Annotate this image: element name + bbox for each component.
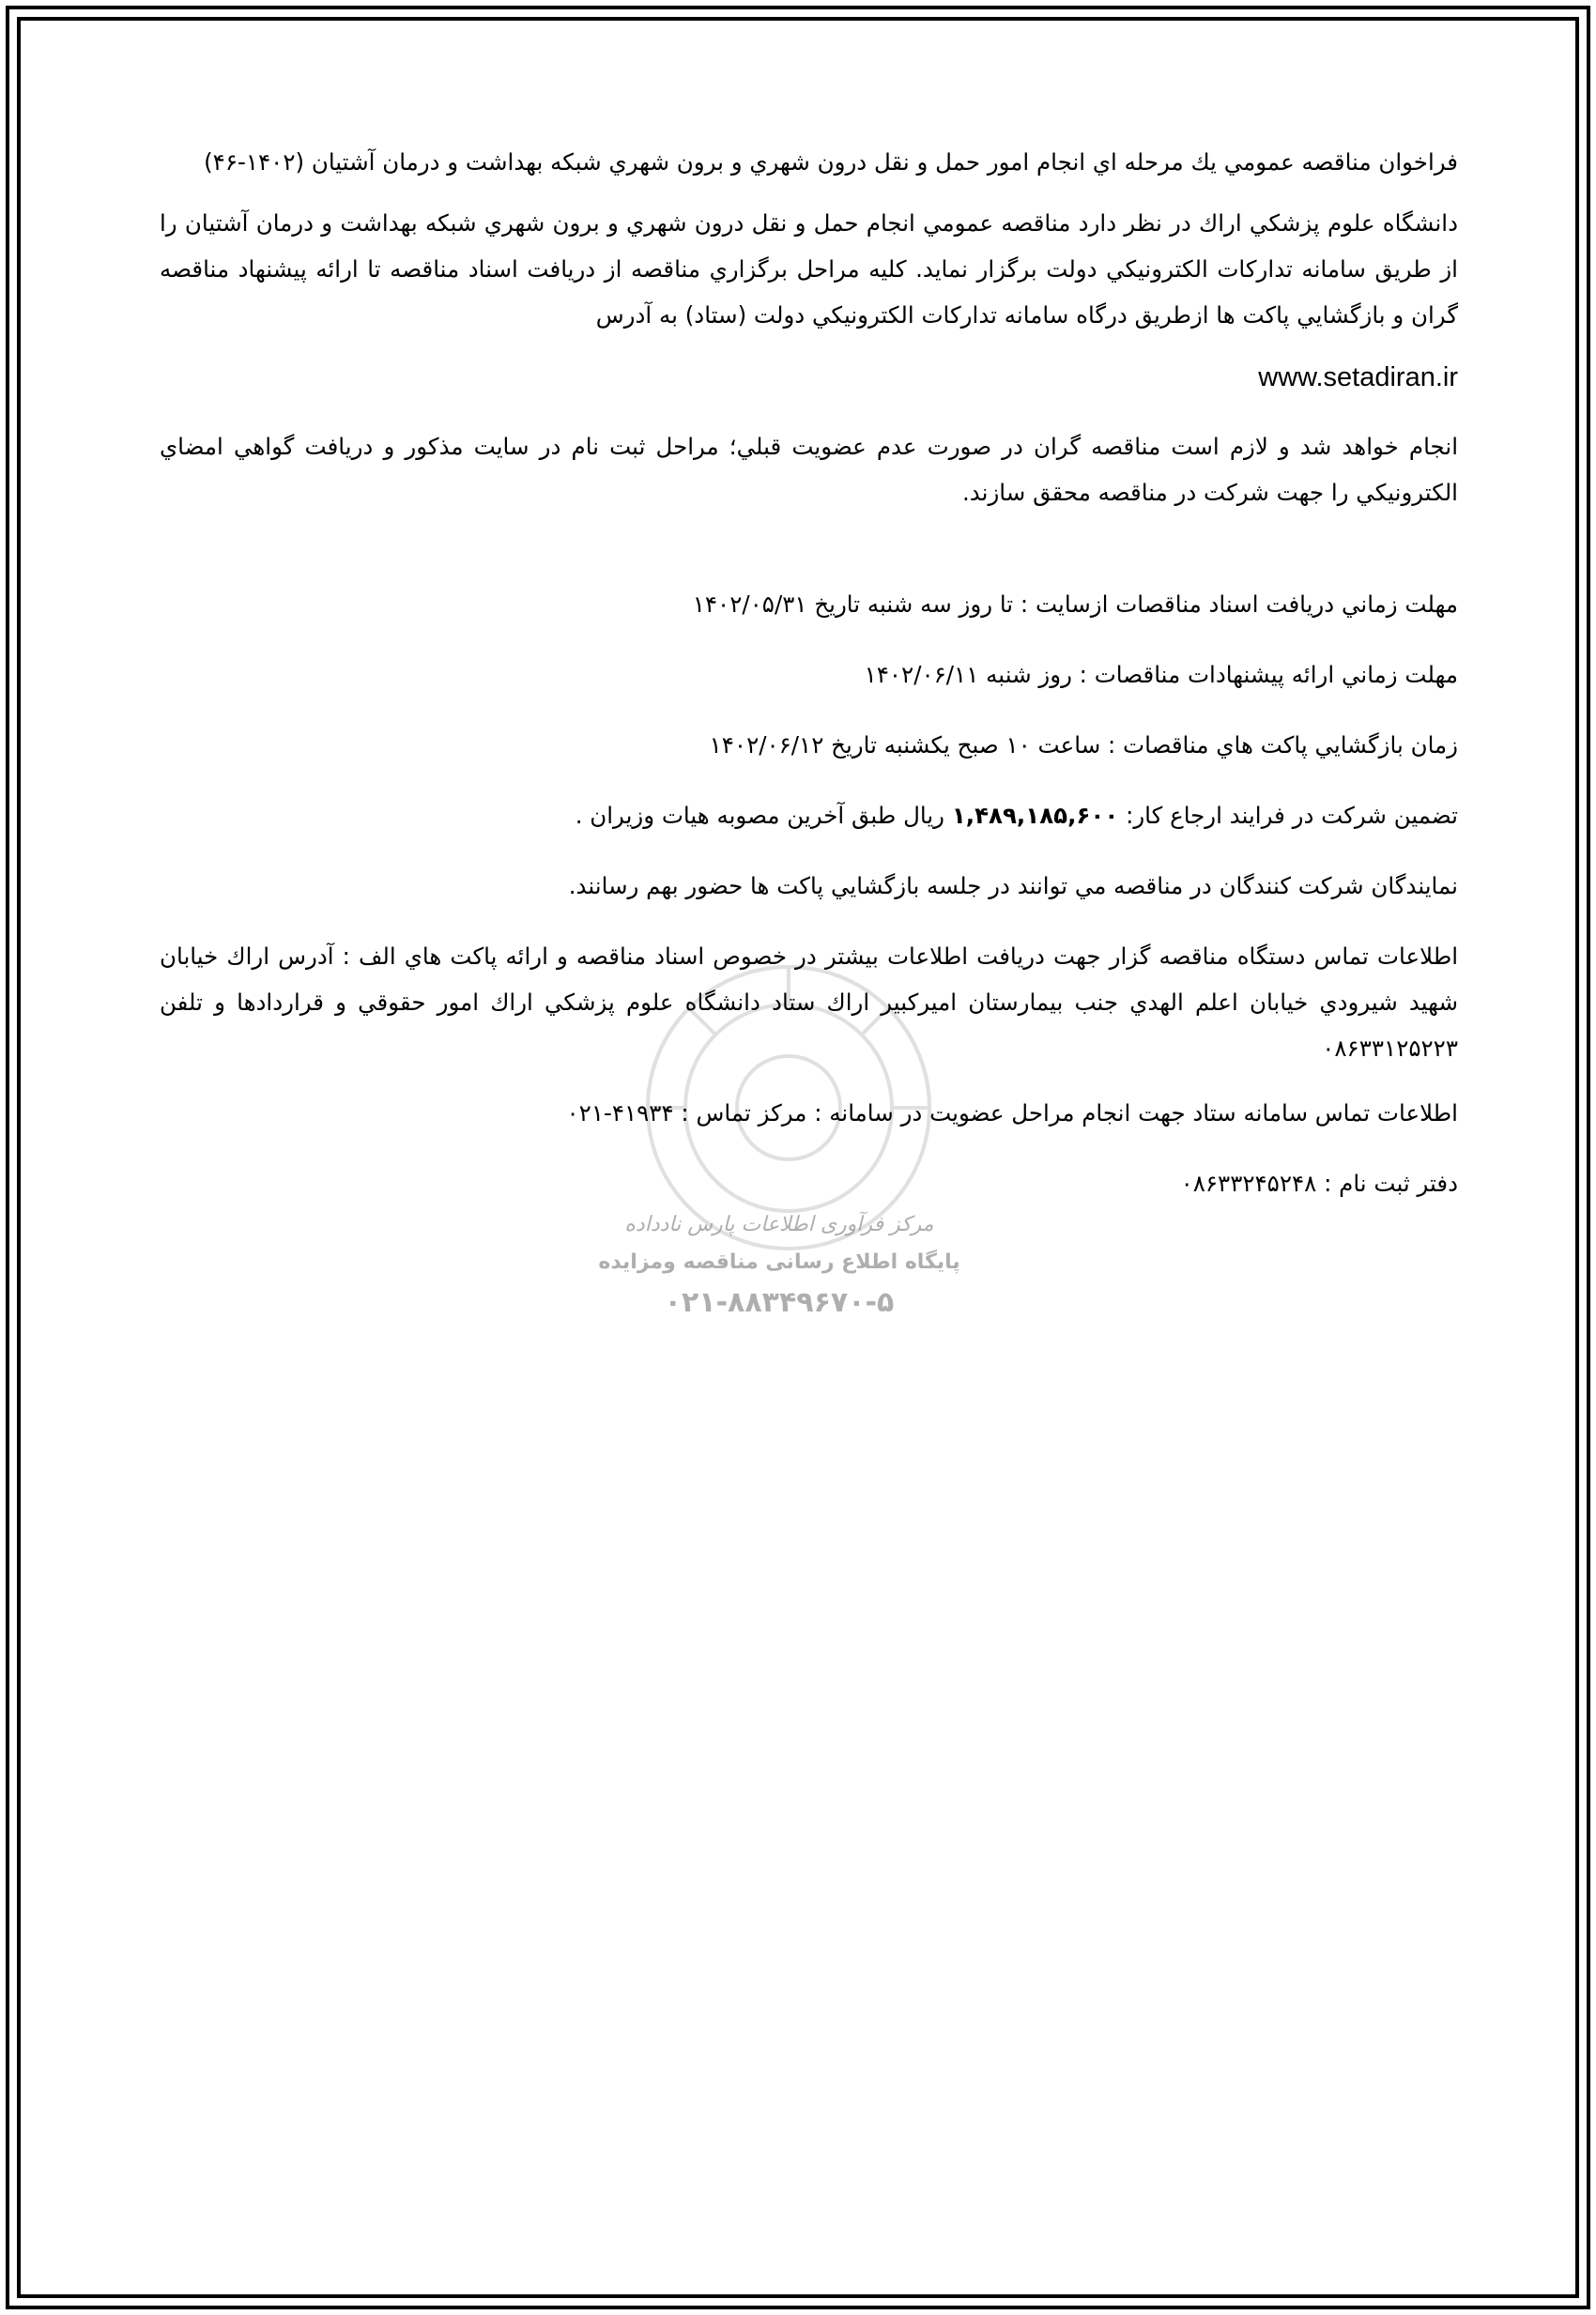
tender-notice bbox=[160, 139, 1458, 1231]
guarantee-line bbox=[160, 792, 1458, 838]
opening-time: زمان بازگشايي پاكت هاي مناقصات : ساعت ۱۰ صبح يكشنبه تاريخ ۱۴۰۲/۰۶/۱۲ bbox=[709, 731, 1458, 759]
registration-office: دفتر ثبت نام : ۰۸۶۳۳۲۴۵۲۴۸ bbox=[1180, 1170, 1458, 1197]
contact-setad: اطلاعات تماس سامانه ستاد جهت انجام مراحل عضويت در سامانه : مركز تماس : ۴۱۹۳۴-۰۲۱ bbox=[566, 1099, 1458, 1127]
watermark-line-1: مرکز فرآوری اطلاعات پارس نادداده bbox=[624, 1213, 934, 1236]
watermark-line-3: ۰۲۱-۸۸۳۴۹۶۷۰-۵ bbox=[664, 1286, 895, 1319]
website-link[interactable]: www.setadiran.ir bbox=[1258, 362, 1458, 392]
document-deadline: مهلت زماني دريافت اسناد مناقصات ازسايت : تا روز سه شنبه تاريخ ۱۴۰۲/۰۵/۳۱ bbox=[692, 590, 1458, 618]
guarantee-suffix: ريال طبق آخرين مصوبه هيات وزيران . bbox=[575, 802, 945, 829]
registration-note: انجام خواهد شد و لازم است مناقصه گران در صورت عدم عضويت قبلي؛ مراحل ثبت نام در سايت مذكور و دريافت گواهي امضاي الكترونيكي را جهت شركت در مناقصه محقق سازند. bbox=[160, 433, 1458, 506]
bid-deadline: مهلت زماني ارائه پيشنهادات مناقصات : روز شنبه ۱۴۰۲/۰۶/۱۱ bbox=[864, 661, 1458, 688]
watermark-line-2: پایگاه اطلاع رسانی مناقصه ومزایده bbox=[598, 1250, 960, 1274]
guarantee-prefix: تضمين شركت در فرايند ارجاع كار: bbox=[1126, 802, 1458, 829]
notice-title: فراخوان مناقصه عمومي يك مرحله اي انجام امور حمل و نقل درون شهري و برون شهري شبكه بهداشت و درمان آشتيان (۱۴۰۲-۴۶) bbox=[204, 148, 1458, 176]
intro-paragraph: دانشگاه علوم پزشكي اراك در نظر دارد مناقصه عمومي انجام حمل و نقل درون شهري و برون شهري شبكه بهداشت و درمان آشتيان را از طريق سامانه تداركات الكترونيكي دولت برگزار نمايد. كليه مراحل برگزاري مناقصه از دريافت اسناد مناقصه تا ارائه پيشنهاد مناقصه گران و بازگشايي پاكت ها ازطريق درگاه سامانه تداركات الكترونيكي دولت (ستاد) به آدرس bbox=[160, 209, 1458, 329]
guarantee-amount: ۱,۴۸۹,۱۸۵,۶۰۰ bbox=[951, 802, 1119, 829]
attendance-note: نمايندگان شركت كنندگان در مناقصه مي توانند در جلسه بازگشايي پاكت ها حضور بهم رسانند. bbox=[568, 872, 1458, 899]
contact-authority: اطلاعات تماس دستگاه مناقصه گزار جهت دريافت اطلاعات بيشتر در خصوص اسناد مناقصه و ارائه پاكت هاي الف : آدرس اراك خيابان شهيد شيرودي خيابان اعلم الهدي جنب بيمارستان اميركبير اراك ستاد دانشگاه علوم پزشكي اراك امور حقوقي و قراردادها و تلفن ۰۸۶۳۳۱۲۵۲۲۳ bbox=[160, 943, 1458, 1062]
